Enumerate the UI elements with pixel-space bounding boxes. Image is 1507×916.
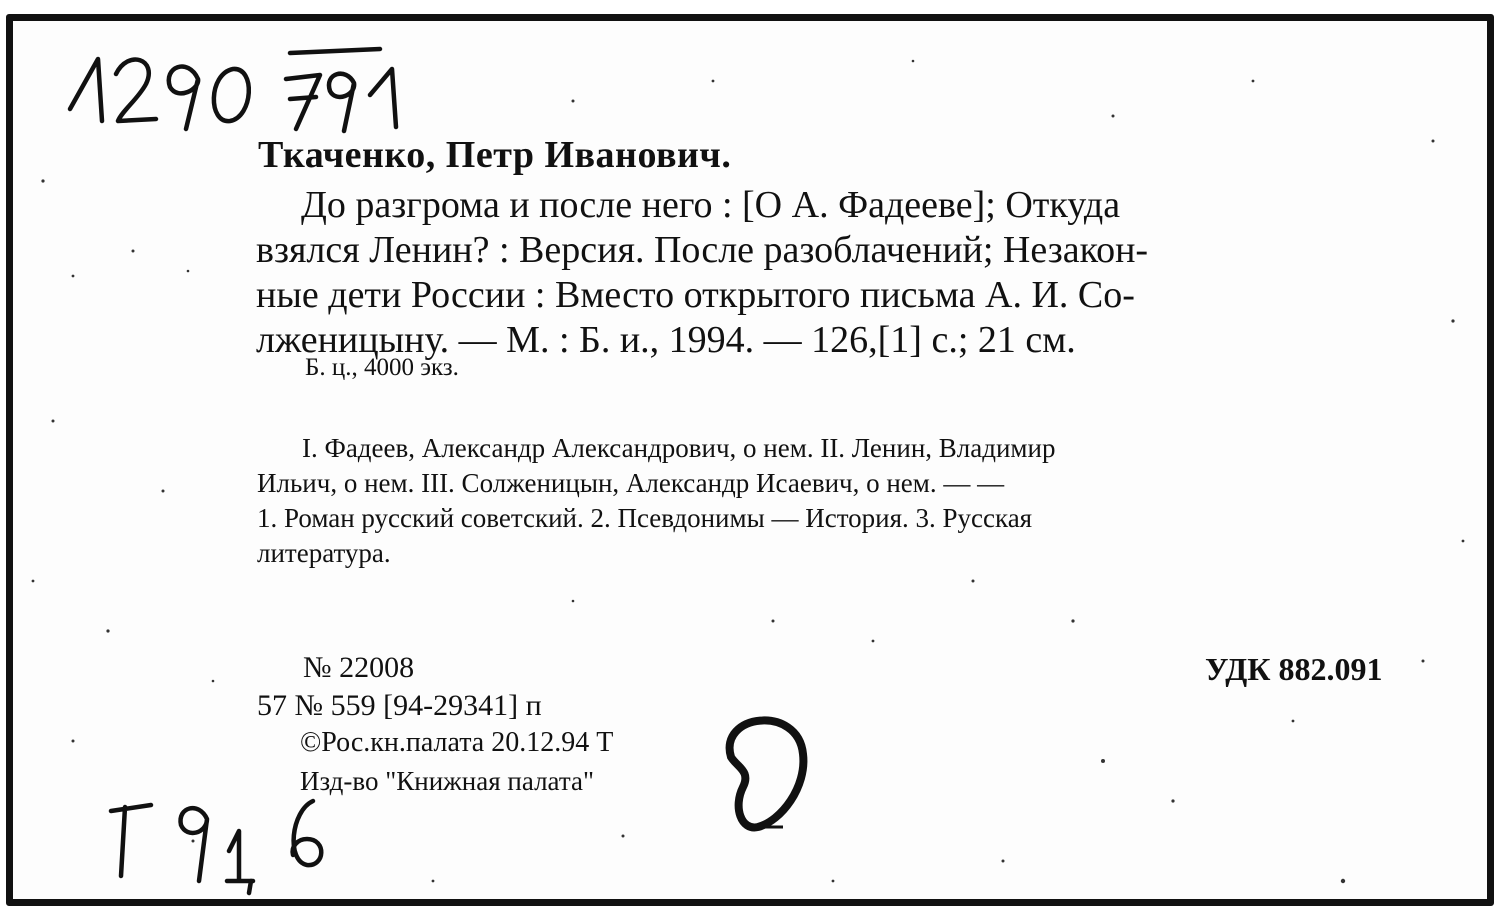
subject-headings bbox=[257, 431, 1407, 571]
record-number: № 22008 bbox=[303, 651, 415, 684]
handwritten-loop-mark bbox=[703, 709, 823, 844]
title-line: До разгрома и после него : [О А. Фадееве]; Откуда bbox=[301, 184, 1121, 226]
price-circulation: Б. ц., 4000 экз. bbox=[305, 354, 459, 381]
copyright-line: ©Рос.кн.палата 20.12.94 Т bbox=[300, 727, 614, 758]
author-name: Ткаченко, Петр Иванович. bbox=[258, 134, 732, 176]
subject-line: Ильич, о нем. III. Солженицын, Александр Исаевич, о нем. — — bbox=[257, 468, 1005, 498]
title-description bbox=[256, 183, 1406, 363]
subject-line: литература. bbox=[257, 538, 391, 568]
publisher-line: Изд-во "Книжная палата" bbox=[300, 766, 594, 796]
registration-number: 57 № 559 [94-29341] п bbox=[257, 689, 542, 722]
handwritten-shelf-code bbox=[101, 781, 371, 901]
udk-code: УДК 882.091 bbox=[1205, 651, 1383, 687]
title-line: взялся Ленин? : Версия. После разоблачений; Незакон- bbox=[256, 229, 1149, 271]
title-line: лженицыну. — М. : Б. и., 1994. — 126,[1] с.; 21 см. bbox=[256, 319, 1076, 361]
subject-line: 1. Роман русский советский. 2. Псевдонимы — История. 3. Русская bbox=[257, 503, 1033, 533]
catalog-card bbox=[6, 14, 1494, 906]
title-line: ные дети России : Вместо открытого письма А. И. Со- bbox=[256, 274, 1135, 316]
subject-line: I. Фадеев, Александр Александрович, о нем. II. Ленин, Владимир bbox=[302, 433, 1056, 463]
